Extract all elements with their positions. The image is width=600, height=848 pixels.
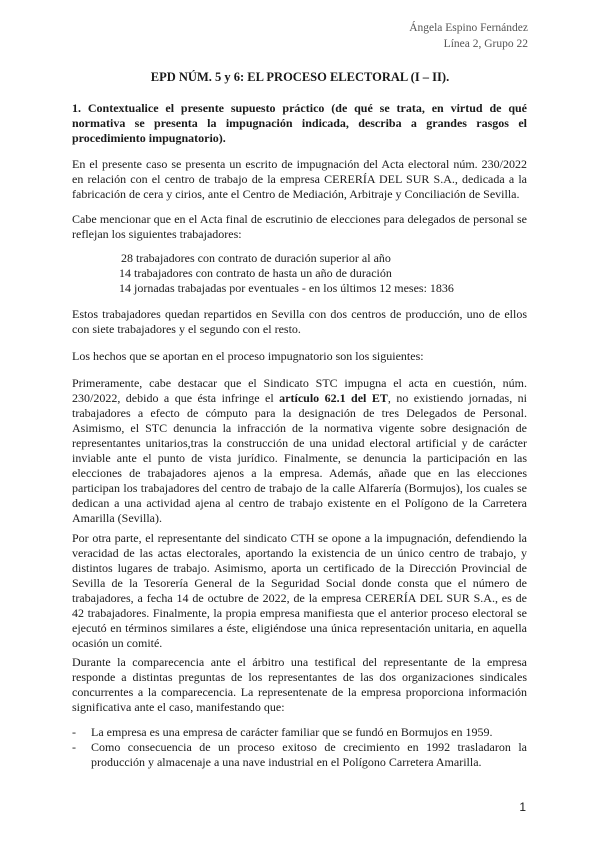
text-segment: , no existiendo jornadas, ni trabajadores a efecto de cómputo para la designación de tres Delegados de Personal. Asimismo, el STC denuncia la infracción de la normativa vigente sobre designación de representantes unitarios,tras la construcción de una unidad electoral artificial y de carácter inviable ante el punto de vista jurídico. Finalmente, se denuncia la participación en las elecciones de trabajadores ajenos a la empresa. Además, añade que en las elecciones participan los trabajadores del centro de trabajo de la calle Alfarería (Bormujos), los cuales se dedican a una actividad ajena al centro de trabajo existente en el Polígono de la Carretera Amarilla (Sevilla). [72,391,527,525]
list-item-text: La empresa es una empresa de carácter familiar que se fundó en Bormujos en 1959. [91,725,493,739]
list-item-text: Como consecuencia de un proceso exitoso de crecimiento en 1992 trasladaron la producción y almacenaje a una nave industrial en el Polígono Carretera Amarilla. [91,740,527,769]
worker-list [119,251,454,296]
company-facts-list [72,725,527,770]
list-item [72,740,527,770]
text-segment: Primeramente, cabe destacar que el Sindicato STC impugna el acta en cuestión, núm. 230/2022, debido a que ésta infringe el [72,376,527,405]
paragraph-cth-opposition: Por otra parte, el representante del sindicato CTH se opone a la impugnación, defendiendo la veracidad de las actas electorales, aportando la existencia de un único centro de trabajo, y distintos lugares de trabajo. Asimismo, aporta un certificado de la Dirección Provincial de Sevilla de la Tesorería General de la Seguridad Social donde consta que el número de trabajadores, a fecha 14 de octubre de 2022, de la empresa CERERÍA DEL SUR S.A., es de 42 trabajadores. Finalmente, la propia empresa manifiesta que el anterior proceso electoral se ejecutó en términos similares a éste, eligiéndose una única representación unitaria, en aquella ocasión un comité. [72,531,527,650]
paragraph-stc-challenge [72,376,527,526]
paragraph-distribution: Estos trabajadores quedan repartidos en Sevilla con dos centros de producción, uno de ellos con siete trabajadores y el segundo con el resto. [72,307,527,336]
paragraph-intro: En el presente caso se presenta un escrito de impugnación del Acta electoral núm. 230/2022 en relación con el centro de trabajo de la empresa CERERÍA DEL SUR S.A., dedicada a la fabricación de cera y cirios, ante el Centro de Mediación, Arbitraje y Conciliación de Sevilla. [72,157,527,201]
author-name: Ángela Espino Fernández [409,22,528,34]
page-number: 1 [519,800,526,814]
document-title: EPD NÚM. 5 y 6: EL PROCESO ELECTORAL (I – II). [150,70,450,84]
paragraph-hearing: Durante la comparecencia ante el árbitro una testifical del representante de la empresa responde a distintas preguntas de los representantes de las dos organizaciones sindicales concurrentes a la comparecencia. La representenate de la empresa proporciona información significativa ante el caso, manifestando que: [72,655,527,714]
group-label: Línea 2, Grupo 22 [443,38,528,50]
bullet-marker: - [72,725,76,739]
worker-list-item: 28 trabajadores con contrato de duración superior al año [121,251,391,265]
article-reference: artículo 62.1 del ET [279,391,388,405]
page-header [409,20,528,52]
worker-list-item: 14 jornadas trabajadas por eventuales - en los últimos 12 meses: 1836 [119,281,454,295]
list-item [72,725,527,740]
question-heading: 1. Contextualice el presente supuesto práctico (de qué se trata, en virtud de qué normativa se presenta la impugnación indicada, describa a grandes rasgos el procedimiento impugnatorio). [72,101,527,145]
paragraph-facts-intro: Los hechos que se aportan en el proceso impugnatorio son los siguientes: [72,349,424,363]
worker-list-item: 14 trabajadores con contrato de hasta un año de duración [119,266,392,280]
paragraph-acta: Cabe mencionar que en el Acta final de escrutinio de elecciones para delegados de personal se reflejan los siguientes trabajadores: [72,212,527,241]
bullet-marker: - [72,740,76,754]
